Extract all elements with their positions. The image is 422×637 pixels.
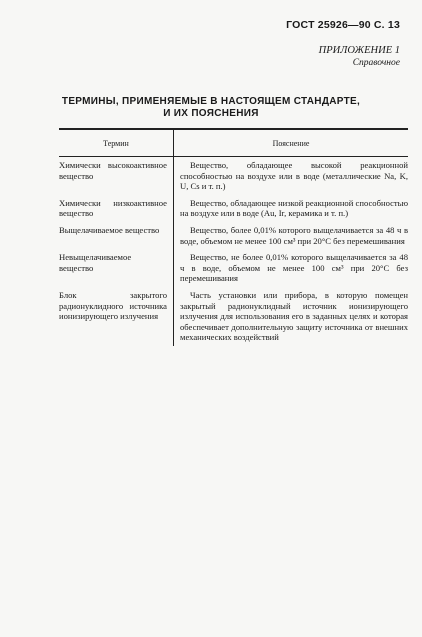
page-header: ГОСТ 25926—90 С. 13 <box>286 19 400 31</box>
table-row <box>59 195 408 222</box>
appendix-title: ПРИЛОЖЕНИЕ 1 <box>318 45 400 56</box>
definition-cell: Вещество, обладающее низкой реакционной способностью на воздухе или в воде (Au, Ir, керамика и т. п.) <box>180 197 408 219</box>
document-title-line-2: И ИХ ПОЯСНЕНИЯ <box>163 108 259 119</box>
definition-cell: Вещество, не более 0,01% которого выщелачивается за 48 ч в воде, объемом не менее 100 см³ при 20°С без перемешивания <box>180 252 408 284</box>
term-cell: Блок закрытого радионуклидного источника ионизирующего излучения <box>59 289 167 322</box>
term-cell: Химически высокоактивное вещество <box>59 160 167 181</box>
definition-cell: Вещество, более 0,01% которого выщелачивается за 48 ч в воде, объемом не менее 100 см³ при 20°С без перемешивания <box>180 224 408 246</box>
column-header-definition: Пояснение <box>272 138 310 148</box>
table-row <box>59 157 408 195</box>
document-title-line-1: ТЕРМИНЫ, ПРИМЕНЯЕМЫЕ В НАСТОЯЩЕМ СТАНДАРТЕ, <box>61 96 361 107</box>
table-row <box>59 222 408 249</box>
column-header-term: Термин <box>103 138 129 148</box>
term-cell: Химически низкоактивное вещество <box>59 197 167 219</box>
document-title <box>20 96 402 120</box>
definition-cell: Часть установки или прибора, в которую помещен закрытый радионуклидный источник ионизирующего излучения для использования его в заданных целях и которая обеспечивает дополнительную защиту источника от внешних механических воздействий <box>180 289 408 343</box>
term-cell: Невыщелачиваемое вещество <box>59 252 132 273</box>
appendix-label <box>319 44 400 70</box>
appendix-subtitle: Справочное <box>352 58 400 68</box>
column-separator <box>173 157 174 346</box>
table-row <box>59 287 408 346</box>
table-body <box>59 157 408 346</box>
terms-table <box>59 128 408 346</box>
table-header <box>59 130 408 156</box>
table-row <box>59 249 408 287</box>
definition-cell: Вещество, обладающее высокой реакционной способностью на воздухе или в воде (металлические Na, K, U, Cs и т. п.) <box>180 160 408 192</box>
term-cell: Выщелачиваемое вещество <box>59 224 160 235</box>
